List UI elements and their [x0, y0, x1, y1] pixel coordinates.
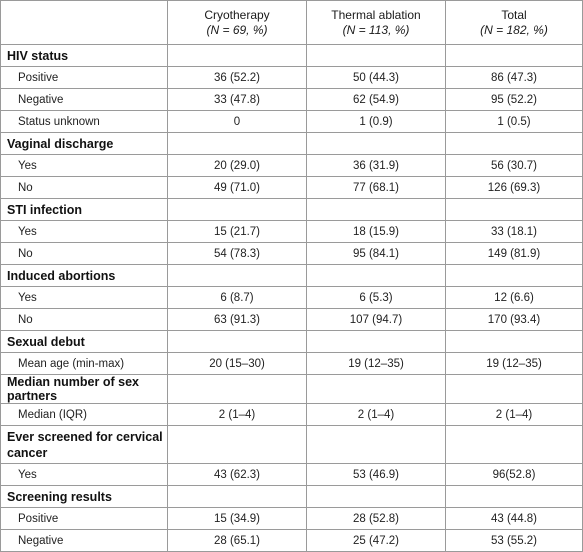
table-row: [1, 221, 583, 243]
section-empty-cell: [446, 486, 583, 508]
thermal-ablation-value: 95 (84.1): [307, 243, 446, 265]
total-value: 170 (93.4): [446, 309, 583, 331]
cryotherapy-value: 2 (1–4): [168, 404, 307, 426]
section-empty-cell: [446, 426, 583, 464]
total-value: 86 (47.3): [446, 67, 583, 89]
total-value: 56 (30.7): [446, 155, 583, 177]
cryotherapy-value: 15 (34.9): [168, 508, 307, 530]
table-row: [1, 67, 583, 89]
section-title: Median number of sex partners: [1, 375, 168, 404]
section-row-induced-abortions: [1, 265, 583, 287]
section-empty-cell: [307, 486, 446, 508]
section-empty-cell: [446, 133, 583, 155]
section-empty-cell: [168, 45, 307, 67]
cryotherapy-value: 36 (52.2): [168, 67, 307, 89]
row-label: No: [1, 243, 168, 265]
table-row: [1, 309, 583, 331]
thermal-ablation-value: 28 (52.8): [307, 508, 446, 530]
section-empty-cell: [307, 133, 446, 155]
section-empty-cell: [307, 199, 446, 221]
cryotherapy-value: 20 (29.0): [168, 155, 307, 177]
section-empty-cell: [168, 375, 307, 404]
total-value: 95 (52.2): [446, 89, 583, 111]
cryotherapy-value: 54 (78.3): [168, 243, 307, 265]
section-empty-cell: [446, 375, 583, 404]
row-label: Status unknown: [1, 111, 168, 133]
column-header-name: Total: [501, 7, 527, 22]
section-title: Screening results: [1, 486, 168, 508]
thermal-ablation-value: 107 (94.7): [307, 309, 446, 331]
cryotherapy-value: 33 (47.8): [168, 89, 307, 111]
column-header-n: (N = 182, %): [480, 22, 548, 37]
table-row: [1, 404, 583, 426]
table-header-row: [1, 1, 583, 45]
row-label: Yes: [1, 287, 168, 309]
cryotherapy-value: 49 (71.0): [168, 177, 307, 199]
section-title: STI infection: [1, 199, 168, 221]
column-header-cryotherapy: [168, 1, 307, 45]
table-row: [1, 89, 583, 111]
section-row-sti-infection: [1, 199, 583, 221]
section-empty-cell: [168, 486, 307, 508]
column-header-n: (N = 69, %): [206, 22, 268, 37]
thermal-ablation-value: 2 (1–4): [307, 404, 446, 426]
cryotherapy-value: 43 (62.3): [168, 464, 307, 486]
table-row: [1, 287, 583, 309]
cryotherapy-value: 0: [168, 111, 307, 133]
section-empty-cell: [307, 426, 446, 464]
total-value: 96(52.8): [446, 464, 583, 486]
section-empty-cell: [307, 265, 446, 287]
row-label: Positive: [1, 67, 168, 89]
row-label: No: [1, 309, 168, 331]
total-value: 149 (81.9): [446, 243, 583, 265]
section-empty-cell: [168, 199, 307, 221]
column-header-name: Cryotherapy: [204, 7, 270, 22]
header-empty-cell: [1, 1, 168, 45]
section-empty-cell: [168, 331, 307, 353]
row-label: No: [1, 177, 168, 199]
total-value: 33 (18.1): [446, 221, 583, 243]
section-title: Ever screened for cervical cancer: [1, 426, 168, 464]
cryotherapy-value: 20 (15–30): [168, 353, 307, 375]
row-label: Yes: [1, 464, 168, 486]
row-label: Positive: [1, 508, 168, 530]
column-header-n: (N = 113, %): [342, 22, 410, 37]
section-empty-cell: [446, 45, 583, 67]
section-row-sexual-debut: [1, 331, 583, 353]
thermal-ablation-value: 25 (47.2): [307, 530, 446, 552]
total-value: 2 (1–4): [446, 404, 583, 426]
table-body: [1, 45, 583, 552]
table-row: [1, 353, 583, 375]
section-row-median-number-of-sex-partners: [1, 375, 583, 404]
row-label: Median (IQR): [1, 404, 168, 426]
column-header-name: Thermal ablation: [331, 7, 421, 22]
thermal-ablation-value: 62 (54.9): [307, 89, 446, 111]
table-row: [1, 530, 583, 552]
row-label: Negative: [1, 89, 168, 111]
row-label: Yes: [1, 155, 168, 177]
thermal-ablation-value: 1 (0.9): [307, 111, 446, 133]
total-value: 1 (0.5): [446, 111, 583, 133]
section-row-hiv-status: [1, 45, 583, 67]
section-empty-cell: [446, 331, 583, 353]
section-title: Induced abortions: [1, 265, 168, 287]
section-row-screening-results: [1, 486, 583, 508]
table-row: [1, 243, 583, 265]
total-value: 126 (69.3): [446, 177, 583, 199]
thermal-ablation-value: 19 (12–35): [307, 353, 446, 375]
cryotherapy-value: 63 (91.3): [168, 309, 307, 331]
section-empty-cell: [446, 265, 583, 287]
total-value: 12 (6.6): [446, 287, 583, 309]
column-header-thermal-ablation: [307, 1, 446, 45]
thermal-ablation-value: 36 (31.9): [307, 155, 446, 177]
cryotherapy-value: 28 (65.1): [168, 530, 307, 552]
section-empty-cell: [168, 133, 307, 155]
section-row-vaginal-discharge: [1, 133, 583, 155]
section-title: Vaginal discharge: [1, 133, 168, 155]
row-label: Mean age (min-max): [1, 353, 168, 375]
table-row: [1, 155, 583, 177]
thermal-ablation-value: 77 (68.1): [307, 177, 446, 199]
thermal-ablation-value: 18 (15.9): [307, 221, 446, 243]
section-empty-cell: [168, 265, 307, 287]
thermal-ablation-value: 50 (44.3): [307, 67, 446, 89]
section-title: Sexual debut: [1, 331, 168, 353]
section-title: HIV status: [1, 45, 168, 67]
table-row: [1, 508, 583, 530]
section-empty-cell: [307, 331, 446, 353]
cryotherapy-value: 15 (21.7): [168, 221, 307, 243]
section-row-ever-screened-for-cervical-cancer: [1, 426, 583, 464]
total-value: 53 (55.2): [446, 530, 583, 552]
table-row: [1, 177, 583, 199]
table-row: [1, 111, 583, 133]
thermal-ablation-value: 53 (46.9): [307, 464, 446, 486]
section-empty-cell: [307, 375, 446, 404]
section-empty-cell: [446, 199, 583, 221]
row-label: Yes: [1, 221, 168, 243]
total-value: 43 (44.8): [446, 508, 583, 530]
cryotherapy-value: 6 (8.7): [168, 287, 307, 309]
section-empty-cell: [168, 426, 307, 464]
row-label: Negative: [1, 530, 168, 552]
table-row: [1, 464, 583, 486]
total-value: 19 (12–35): [446, 353, 583, 375]
thermal-ablation-value: 6 (5.3): [307, 287, 446, 309]
column-header-total: [446, 1, 583, 45]
section-empty-cell: [307, 45, 446, 67]
